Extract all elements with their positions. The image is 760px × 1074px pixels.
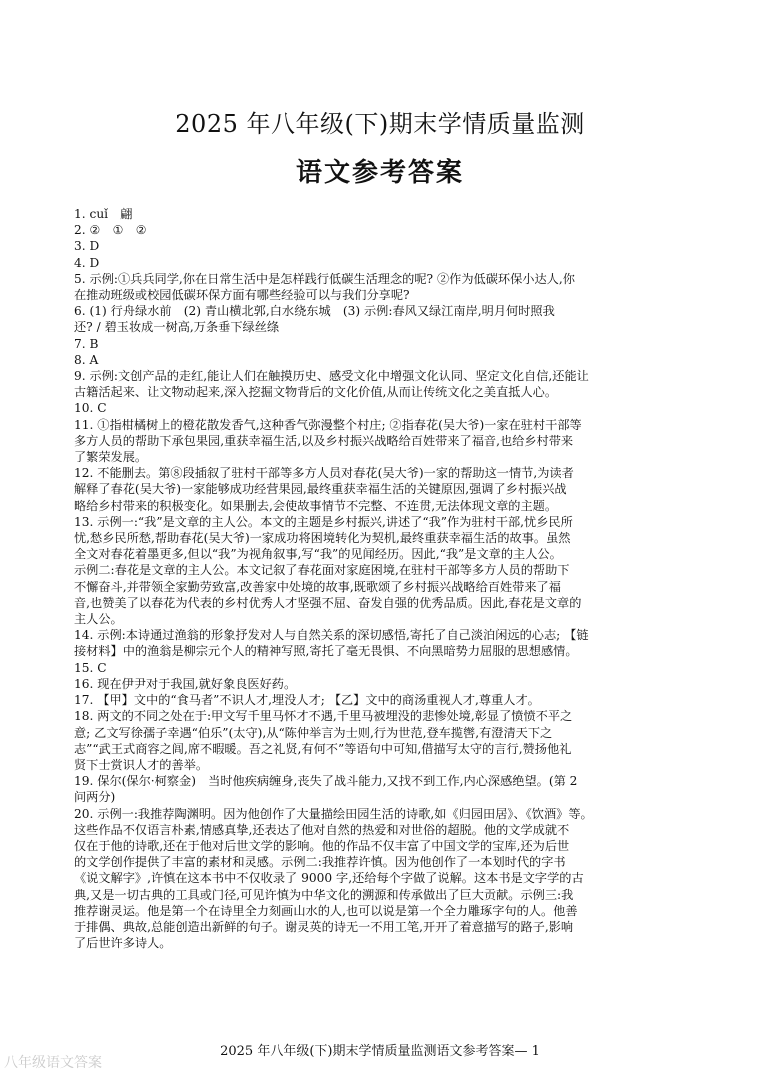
page-footer: 2025 年八年级(下)期末学情质量监测语文参考答案— 1 [220, 1044, 540, 1059]
answer-line: 音,也赞美了以春花为代表的乡村优秀人才坚强不屈、奋发自强的优秀品质。因此,春花是文章的 [74, 595, 582, 610]
answer-line: 示例二:春花是文章的主人公。本文记叙了春花面对家庭困境,在驻村干部等多方人员的帮助下 [74, 563, 570, 578]
answer-line: 解释了春花(吴大爷)一家能够成功经营果园,最终重获幸福生活的关键原因,强调了乡村振兴战 [74, 482, 567, 497]
answer-line: 这些作品不仅语言朴素,情感真挚,还表达了他对自然的热爱和对世俗的超脱。他的文学成就不 [74, 822, 570, 837]
answer-line: 11. ①指柑橘树上的橙花散发香气,这种香气弥漫整个村庄; ②指春花(吴大爷)一家在驻村干部等 [74, 417, 582, 432]
answer-line: 2. ② ① ② [74, 223, 147, 238]
page-subtitle: 语文参考答案 [295, 158, 464, 188]
answer-line: 的文学创作提供了丰富的素材和灵感。示例二:我推荐许慎。因为他创作了一本划时代的字书 [74, 855, 566, 870]
answer-line: 5. 示例:①兵兵同学,你在日常生活中是怎样践行低碳生活理念的呢? ②作为低碳环保小达人,你 [74, 271, 575, 286]
answer-line: 3. D [74, 239, 100, 254]
answer-line: 1. cuǐ 翩 [74, 207, 133, 221]
answer-line: 志”“武王式商容之闾,席不暇暖。吾之礼贤,有何不”等语句中可知,借描写太守的言行,赞扬他礼 [74, 741, 572, 756]
answer-line: 略给乡村带来的积极变化。如果删去,会使故事情节不完整、不连贯,无法体现文章的主题。 [74, 498, 558, 513]
answer-line: 《说文解字》,许慎在这本书中不仅收录了 9000 字,还给每个字做了说解。这本书是文字学的古 [74, 871, 584, 886]
answer-line: 忧,愁乡民所愁,帮助春花(吴大爷)一家成功将困境转化为契机,最终重获幸福生活的故事。虽然 [74, 531, 571, 546]
answer-line: 主人公。 [74, 612, 123, 627]
answer-line: 推荐谢灵运。他是第一个在诗里全力刻画山水的人,也可以说是第一个全力雕琢字句的人。他善 [74, 903, 578, 918]
answer-line: 6. (1) 行舟绿水前 (2) 青山横北郭,白水绕东城 (3) 示例:春风又绿江南岸,明月何时照我 [74, 304, 555, 319]
answer-line: 还? / 碧玉妆成一树高,万条垂下绿丝绦 [74, 320, 280, 335]
answer-line: 15. C [74, 660, 107, 675]
answer-line: 8. A [74, 352, 99, 367]
answer-line: 典,又是一切古典的工具或门径,可见许慎为中华文化的溯源和传承做出了巨大贡献。示例三:我 [74, 887, 574, 902]
answer-line: 9. 示例:文创产品的走红,能让人们在触摸历史、感受文化中增强文化认同、坚定文化自信,还能让 [74, 369, 589, 384]
page-title: 2025 年八年级(下)期末学情质量监测 [175, 110, 585, 138]
answer-line: 不懈奋斗,并带领全家勤劳致富,改善家中处境的故事,既歌颂了乡村振兴战略给百姓带来了福 [74, 579, 561, 594]
answer-line: 问两分) [74, 790, 116, 805]
answer-list [74, 206, 700, 951]
answer-line: 18. 两文的不同之处在于:甲文写千里马怀才不遇,千里马被埋没的悲惨处境,彰显了愤愤不平之 [74, 709, 573, 724]
answer-line: 10. C [74, 401, 107, 416]
answer-line: 了繁荣发展。 [74, 450, 148, 465]
answer-line: 于排偶、典故,总能创造出新鲜的句子。谢灵英的诗无一不用工笔,开开了着意描写的路子,影响 [74, 919, 574, 934]
answer-line: 多方人员的帮助下承包果园,重获幸福生活,以及乡村振兴战略给百姓带来了福音,也给乡村带来 [74, 433, 574, 448]
answer-line: 意; 乙文写徐孺子幸遇“伯乐”(太守),从“陈仲举言为士则,行为世范,登车揽辔,有澄清天下之 [74, 725, 553, 740]
answer-line: 4. D [74, 255, 100, 270]
answer-line: 仅在于他的诗歌,还在于他对后世文学的影响。他的作品不仅丰富了中国文学的宝库,还为后世 [74, 838, 570, 853]
answer-line: 17. 【甲】文中的“食马者”不识人才,埋没人才; 【乙】文中的商汤重视人才,尊重人才。 [74, 693, 540, 708]
answer-line: 了后世许多诗人。 [74, 936, 172, 951]
answer-line: 16. 现在伊尹对于我国,就好象良医好药。 [74, 676, 297, 691]
answer-line: 贤下士赏识人才的善举。 [74, 757, 209, 772]
answer-line: 全文对春花着墨更多,但以“我”为视角叙事,写“我”的见闻经历。因此,“我”是文章的主人公。 [74, 547, 562, 562]
answer-line: 古籍活起来、让文物动起来,深入挖掘文物背后的文化价值,从而让传统文化之美直抵人心。 [74, 385, 558, 400]
answer-line: 13. 示例一:“我”是文章的主人公。本文的主题是乡村振兴,讲述了“我”作为驻村干部,忧乡民所 [74, 514, 573, 529]
answer-line: 12. 不能删去。第⑧段插叙了驻村干部等多方人员对春花(吴大爷)一家的帮助这一情节,为读者 [74, 466, 574, 481]
answer-line: 19. 保尔(保尔·柯察金) 当时他疾病缠身,丧失了战斗能力,又找不到工作,内心深感绝望。(第 2 [74, 774, 578, 789]
answer-line: 在推动班级或校园低碳环保方面有哪些经验可以与我们分享呢? [74, 288, 410, 303]
answer-line: 接材料】中的渔翁是柳宗元个人的精神写照,寄托了毫无畏惧、不向黑暗势力屈服的思想感情。 [74, 644, 578, 659]
answer-line: 20. 示例一:我推荐陶渊明。因为他创作了大量描绘田园生活的诗歌,如《归园田居》、《饮酒》等。 [74, 806, 593, 821]
answer-line: 7. B [74, 336, 99, 351]
watermark-text: 八年级语文答案 [4, 1055, 102, 1071]
answer-line: 14. 示例:本诗通过渔翁的形象抒发对人与自然关系的深切感悟,寄托了自己淡泊闲远的心志; 【链 [74, 628, 589, 643]
